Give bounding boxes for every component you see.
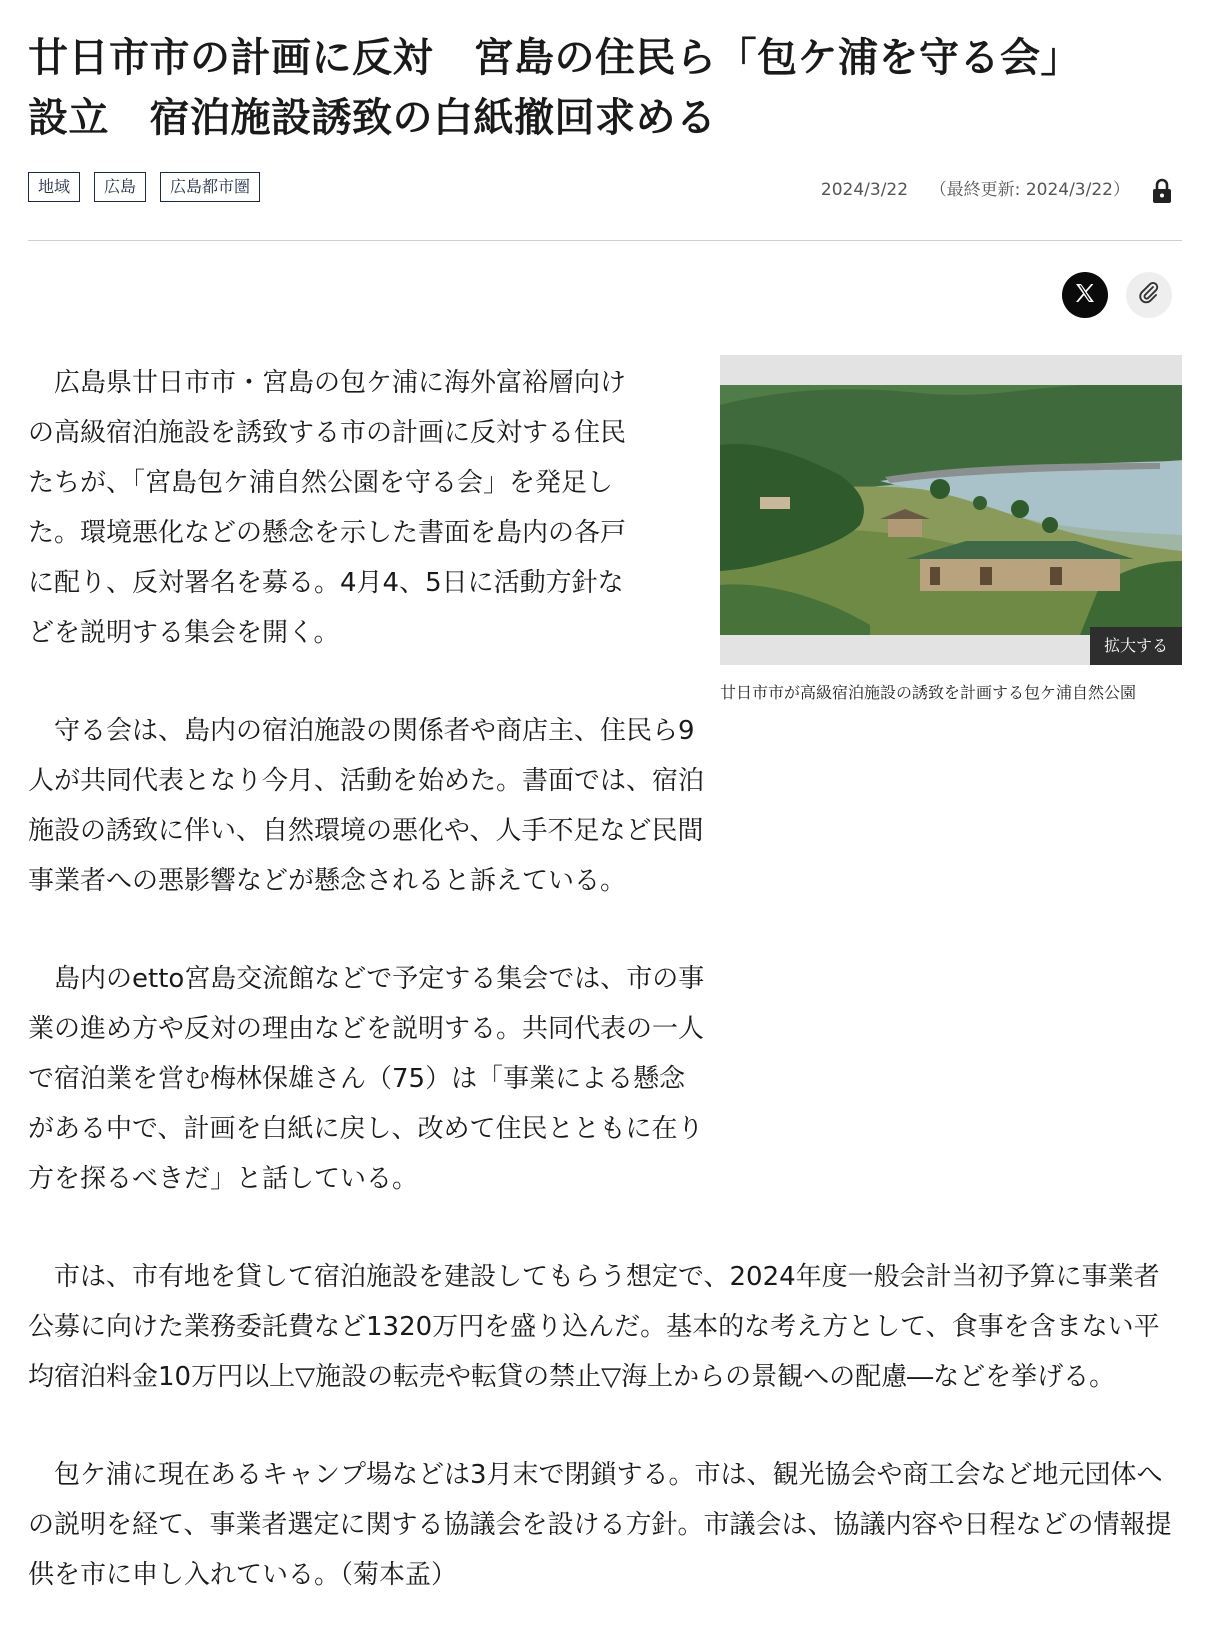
paragraph-2 (28, 706, 1182, 906)
article-body (28, 358, 1182, 1648)
tag-list (28, 172, 260, 202)
lock-icon (1152, 178, 1172, 204)
paragraph-1: 広島県廿日市市・宮島の包ケ浦に海外富裕層向けの高級宿泊施設を誘致する市の計画に反対する住民たちが、「宮島包ケ浦自然公園を守る会」を発足した。環境悪化などの懸念を示した書面を島内の各戸に配り、反対署名を募る。4月4、5日に活動方針などを説明する集会を開く。 (28, 368, 627, 648)
article-title-line-2: 設立 宿泊施設誘致の白紙撤回求める (28, 95, 717, 141)
share-buttons (1062, 272, 1172, 318)
figure-caption: 廿日市市が高級宿泊施設の誘致を計画する包ケ浦自然公園 (720, 683, 1137, 702)
published-date: 2024/3/22 (820, 180, 909, 200)
paragraph-5: 包ケ浦に現在あるキャンプ場などは3月末で閉鎖する。市は、観光協会や商工会など地元団体への説明を経て、事業者選定に関する協議会を設ける方針。市議会は、協議内容や日程などの情報提供を市に申し入れている。（菊本孟） (28, 1460, 1172, 1590)
tag-hiroshima[interactable]: 広島 (94, 172, 146, 202)
paperclip-icon (1136, 280, 1162, 310)
article-title-line-1: 廿日市市の計画に反対 宮島の住民ら「包ケ浦を守る会」 (28, 35, 1081, 81)
copy-link-button[interactable] (1126, 272, 1172, 318)
tag-chiiki[interactable]: 地域 (28, 172, 80, 202)
header-divider (28, 240, 1182, 241)
article-title (28, 28, 1182, 148)
x-logo-icon (1073, 281, 1097, 309)
zoom-button[interactable]: 拡大する (1090, 627, 1182, 665)
share-x-button[interactable] (1062, 272, 1108, 318)
updated-date: （最終更新: 2024/3/22） (929, 180, 1130, 200)
article-dates (821, 177, 1130, 203)
paragraph-3: 島内のetto宮島交流館などで予定する集会では、市の事業の進め方や反対の理由などを説明する。共同代表の一人で宿泊業を営む梅林保雄さん（75）は「事業による懸念がある中で、計画を白紙に戻し、改めて住民とともに在り方を探るべきだ」と話している。 (28, 964, 705, 1194)
paragraph-2-text: 守る会は、島内の宿泊施設の関係者や商店主、住民ら9人が共同代表となり今月、活動を始めた。書面では、宿泊施設の誘致に伴い、自然環境の悪化や、人手不足など民間事業者への悪影響などが懸念されると訴えている。 (28, 716, 705, 896)
paragraph-4: 市は、市有地を貸して宿泊施設を建設してもらう想定で、2024年度一般会計当初予算に事業者公募に向けた業務委託費など1320万円を盛り込んだ。基本的な考え方として、食事を含まない平均宿泊料金10万円以上▽施設の転売や転貸の禁止▽海上からの景観への配慮―などを挙げる。 (28, 1262, 1160, 1392)
tag-hiroshima-toshiken[interactable]: 広島都市圏 (160, 172, 260, 202)
